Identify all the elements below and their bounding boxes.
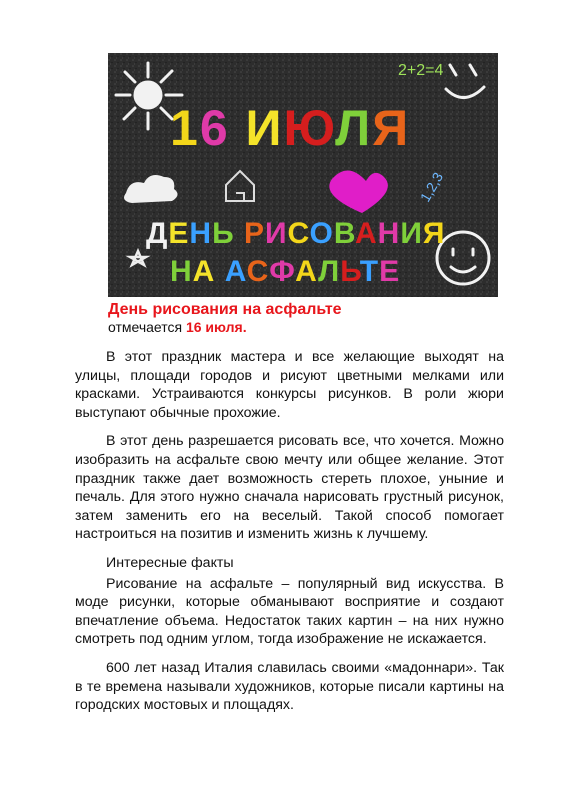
paragraph-3: Рисование на асфальте – популярный вид искусства. В моде рисунки, которые обманывают восприятие и создают впечатление объема. Недостаток таких картин – на них нужно смотреть под одним углом, тогда изображение не искажается. (75, 575, 504, 648)
subtitle (108, 319, 342, 336)
page-title: День рисования на асфальте (108, 301, 342, 318)
svg-text:16 ИЮЛЯ: 16 ИЮЛЯ (170, 100, 411, 156)
header (108, 300, 342, 336)
svg-text:1,2,3: 1,2,3 (416, 169, 447, 205)
article-body (75, 348, 504, 725)
subtitle-prefix: отмечается (108, 319, 186, 335)
svg-text:НА АСФАЛЬТЕ: НА АСФАЛЬТЕ (170, 255, 401, 288)
hero-image (108, 53, 498, 297)
holiday-date: 16 июля. (185, 319, 247, 335)
paragraph-4: 600 лет назад Италия славилась своими «мадоннари». Так в те времена называли художников, которые писали картины на городских мостовых и площадях. (75, 659, 504, 714)
svg-text:ДЕНЬ РИСОВАНИЯ: ДЕНЬ РИСОВАНИЯ (146, 217, 446, 250)
svg-text:2+2=4: 2+2=4 (398, 62, 444, 79)
paragraph-1: В этот праздник мастера и все желающие выходят на улицы, площади городов и рисуют цветными мелками или красками. Устраиваются конкурсы рисунков. В роли жюри выступают обычные прохожие. (75, 349, 504, 421)
paragraph-2: В этот день разрешается рисовать все, что хочется. Можно изобразить на асфальте свою мечту или общее желание. Этот праздник также дает возможность стереть плохое, уныние и печаль. Для этого нужно сначала нарисовать грустный рисунок, затем заменить его на веселый. Такой способ помогает настроиться на позитив и изменить жизнь к лучшему. (75, 433, 504, 543)
facts-heading: Интересные факты (106, 554, 234, 571)
